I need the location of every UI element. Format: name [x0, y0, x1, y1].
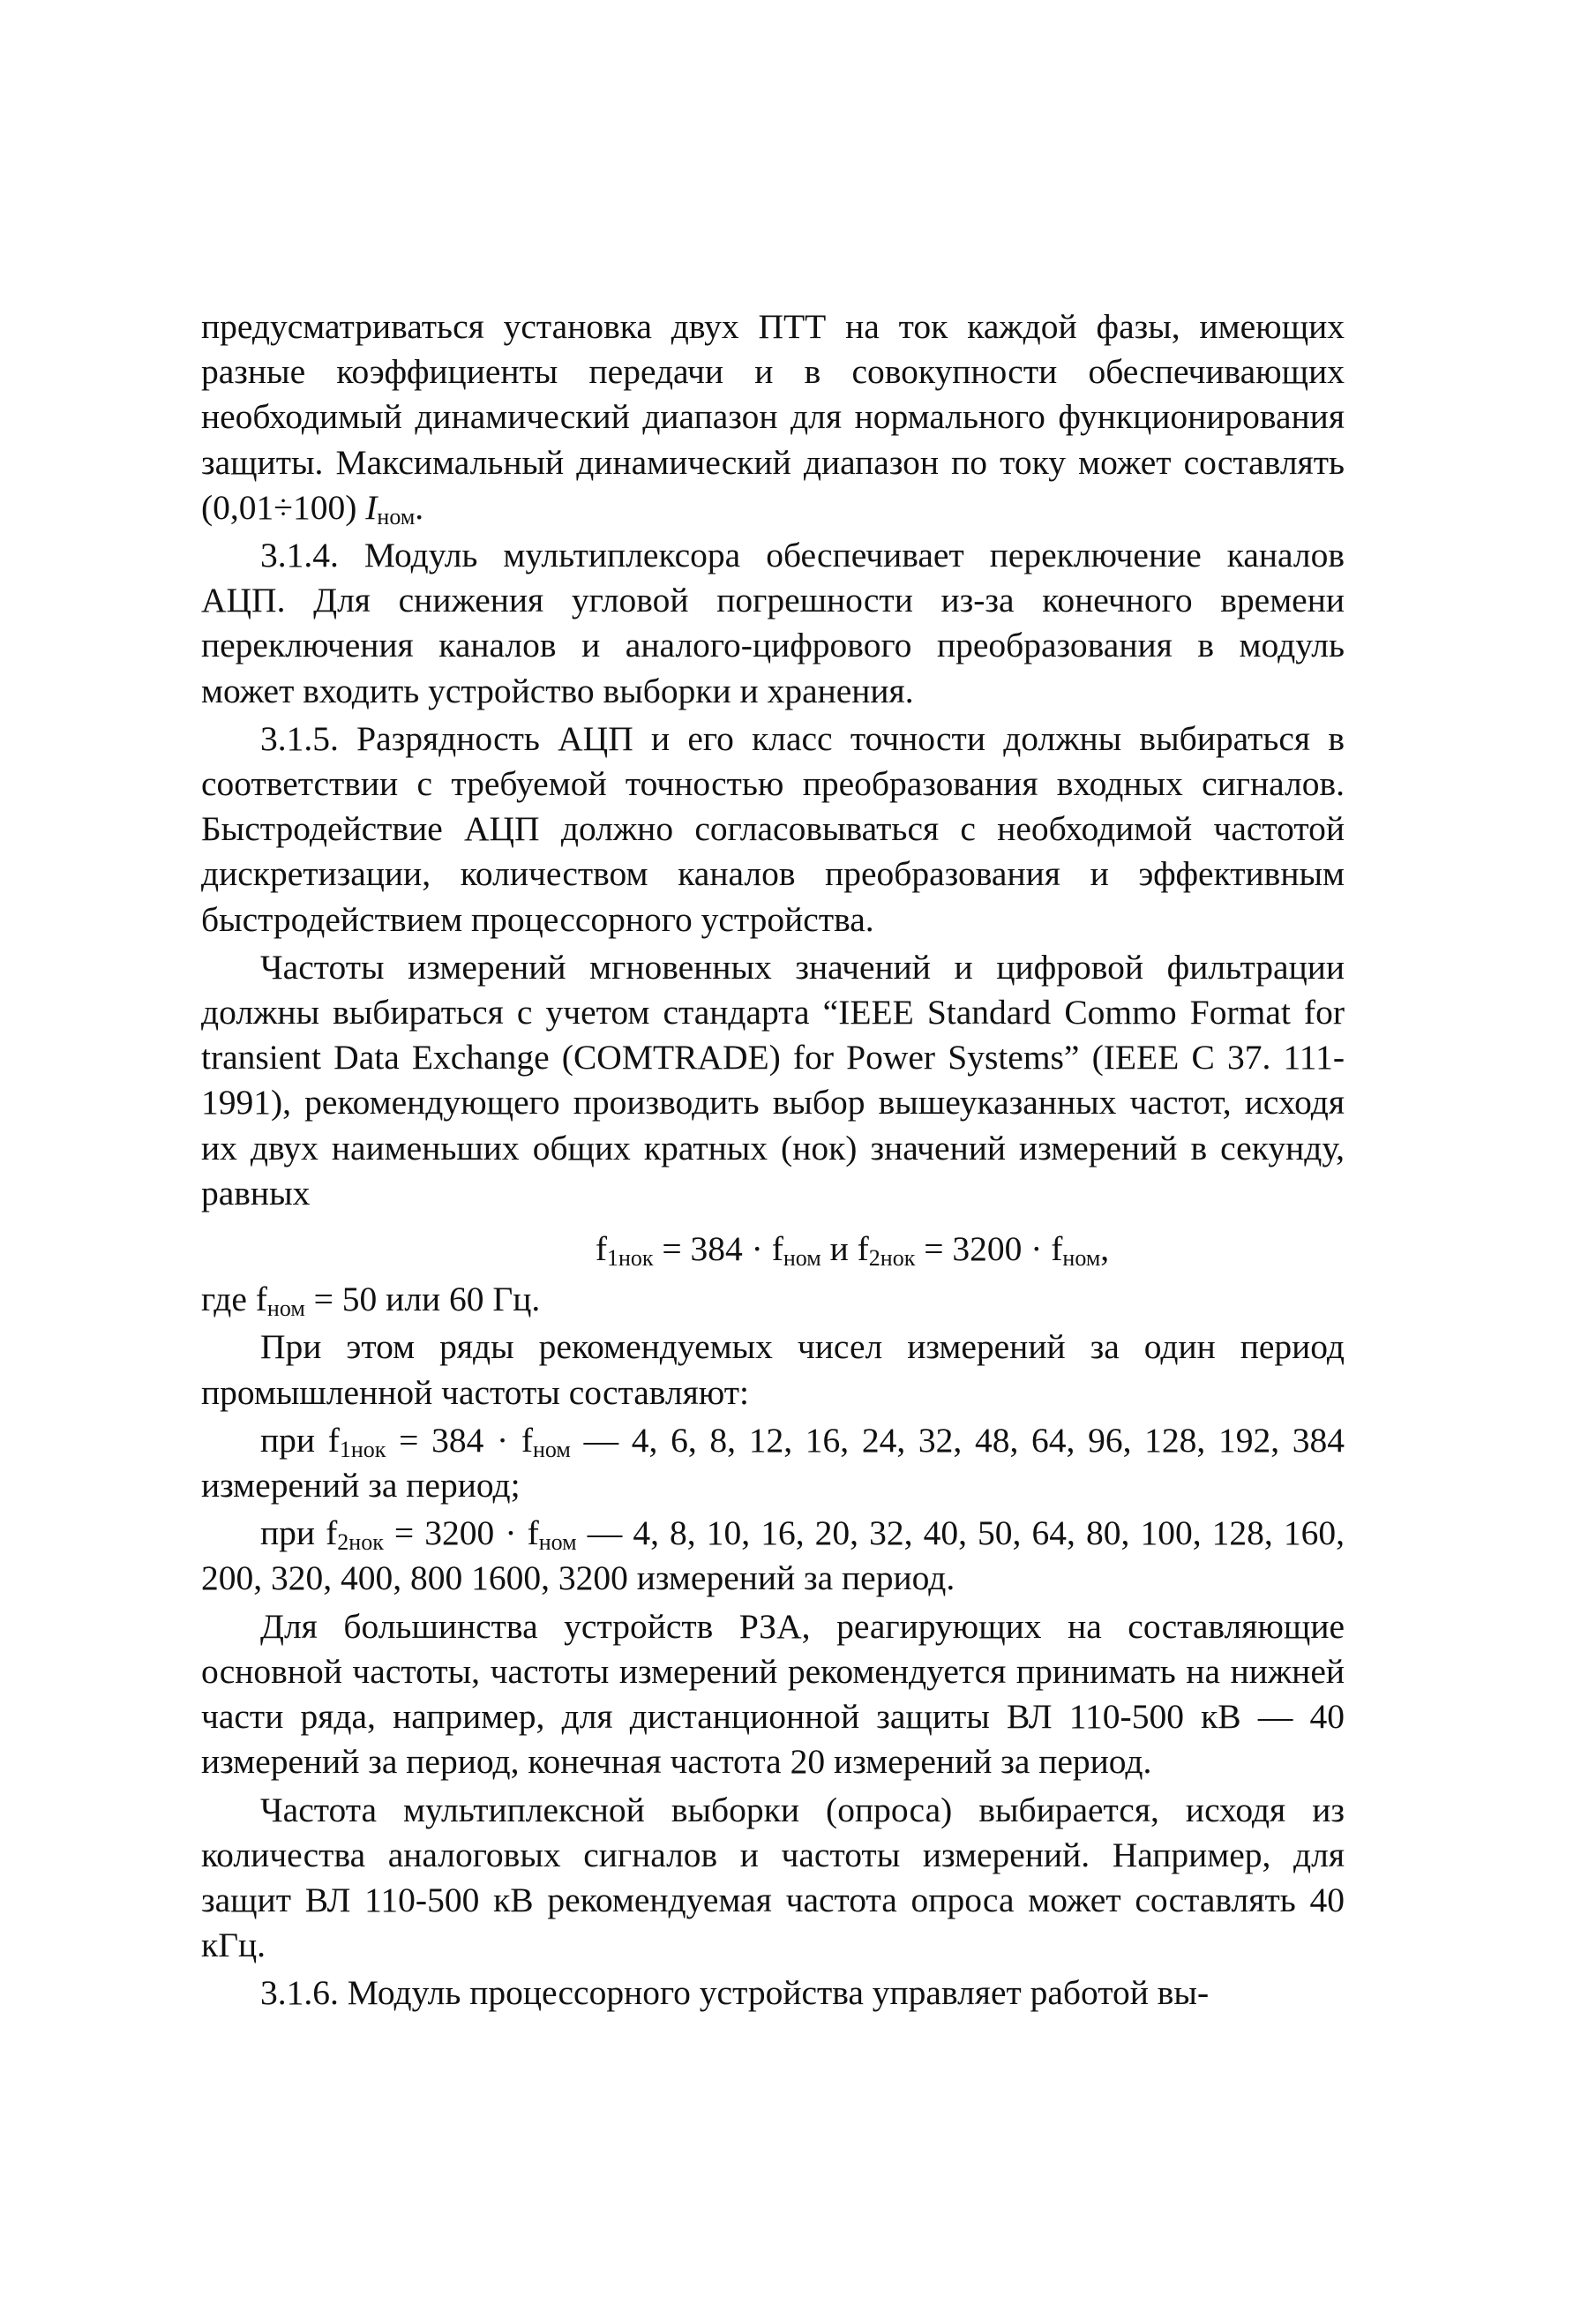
formula-sub-nom-1: ном [783, 1245, 821, 1272]
formula-part-3: = 3200 · f [915, 1229, 1063, 1269]
nominal-subscript: ном [377, 503, 416, 529]
series1-post: — 4, 6, 8, 12, 16, 24, 32, 48, 64, 96, 128, 192, 384 измерений за период; [201, 1420, 1345, 1505]
formula-nok [201, 1227, 1345, 1272]
paragraph-3-1-6: 3.1.6. Модуль процессорного устройства управляет работой вы- [260, 1973, 1210, 2013]
paragraph-frequencies: Частоты измерений мгновенных значений и цифровой фильтрации должны выбираться с учетом стандарта “IEEE Standard Commo Format for transient Data Exchange (COMTRADE) for Power Systems” (IEEE C 37. 111-1991), рекомендующего производить выбор вышеуказанных частот, исходя их двух наименьших общих кратных (нок) значений измерений в секунду, равных [201, 947, 1345, 1213]
where-post: = 50 или 60 Гц. [304, 1280, 541, 1319]
series2-pre: при f [260, 1513, 338, 1553]
paragraph-series-intro: При этом ряды рекомендуемых чисел измерений за один период промышленной частоты составляют: [201, 1327, 1345, 1412]
paragraph-3-1-5: 3.1.5. Разрядность АЦП и его класс точности должны выбираться в соответствии с требуемой точностью преобразования входных сигналов. Быстродействие АЦП должно согласовываться с необходимой частотой дискретизации, количеством каналов преобразования и эффективным быстродействием процессорного устройства. [201, 718, 1345, 939]
period: . [415, 487, 424, 527]
series2-sub2: ном [538, 1529, 577, 1556]
paragraph-1 [201, 304, 1345, 530]
paragraph-series-1nok [201, 1418, 1345, 1508]
formula-sub-nom-2: ном [1062, 1245, 1101, 1272]
series2-mid: = 3200 · f [383, 1513, 539, 1553]
formula-sub-2nok: 2нок [868, 1245, 916, 1272]
paragraph-where [201, 1277, 1345, 1322]
paragraph-3-1-4: 3.1.4. Модуль мультиплексора обеспечивает переключение каналов АЦП. Для снижения угловой погрешности из-за конечного времени переключения каналов и аналого-цифрового преобразования в модуль может входить устройство выборки и хранения. [201, 536, 1345, 710]
paragraph-rza: Для большинства устройств РЗА, реагирующих на составляющие основной частоты, частоты измерений рекомендуется принимать на нижней части ряда, например, для дистанционной защиты ВЛ 110-500 кВ — 40 измерений за период, конечная частота 20 измерений за период. [201, 1606, 1345, 1782]
body-text [201, 304, 1345, 2016]
paragraph-series-2nok [201, 1511, 1345, 1601]
formula-part-1: = 384 · f [653, 1229, 783, 1269]
formula-sub-1nok: 1нок [606, 1245, 654, 1272]
series1-mid: = 384 · f [386, 1420, 534, 1460]
formula-part-2: и f [820, 1229, 869, 1269]
series1-sub1: 1нок [339, 1436, 386, 1462]
current-symbol: I [365, 487, 378, 527]
series2-post: — 4, 8, 10, 16, 20, 32, 40, 50, 64, 80, 100, 128, 160, 200, 320, 400, 800 1600, 3200 измерений за период. [201, 1513, 1345, 1598]
formula-end: , [1100, 1229, 1110, 1269]
paragraph-multiplex: Частота мультиплексной выборки (опроса) выбирается, исходя из количества аналоговых сигналов и частоты измерений. Например, для защит ВЛ 110-500 кВ рекомендуемая частота опроса может составлять 40 кГц. [201, 1790, 1345, 1965]
where-sub: ном [266, 1295, 305, 1322]
formula-f: f [595, 1229, 607, 1269]
where-pre: где f [201, 1280, 267, 1319]
series1-pre: при f [260, 1420, 340, 1460]
series1-sub2: ном [533, 1436, 571, 1462]
paragraph-1-text: предусматриваться установка двух ПТТ на ток каждой фазы, имеющих разные коэффициенты передачи и в совокупности обеспечивающих необходимый динамический диапазон для нормального функционирования защиты. Максимальный динамический диапазон по току может составлять (0,01÷100) [201, 307, 1345, 527]
series2-sub1: 2нок [337, 1529, 384, 1556]
